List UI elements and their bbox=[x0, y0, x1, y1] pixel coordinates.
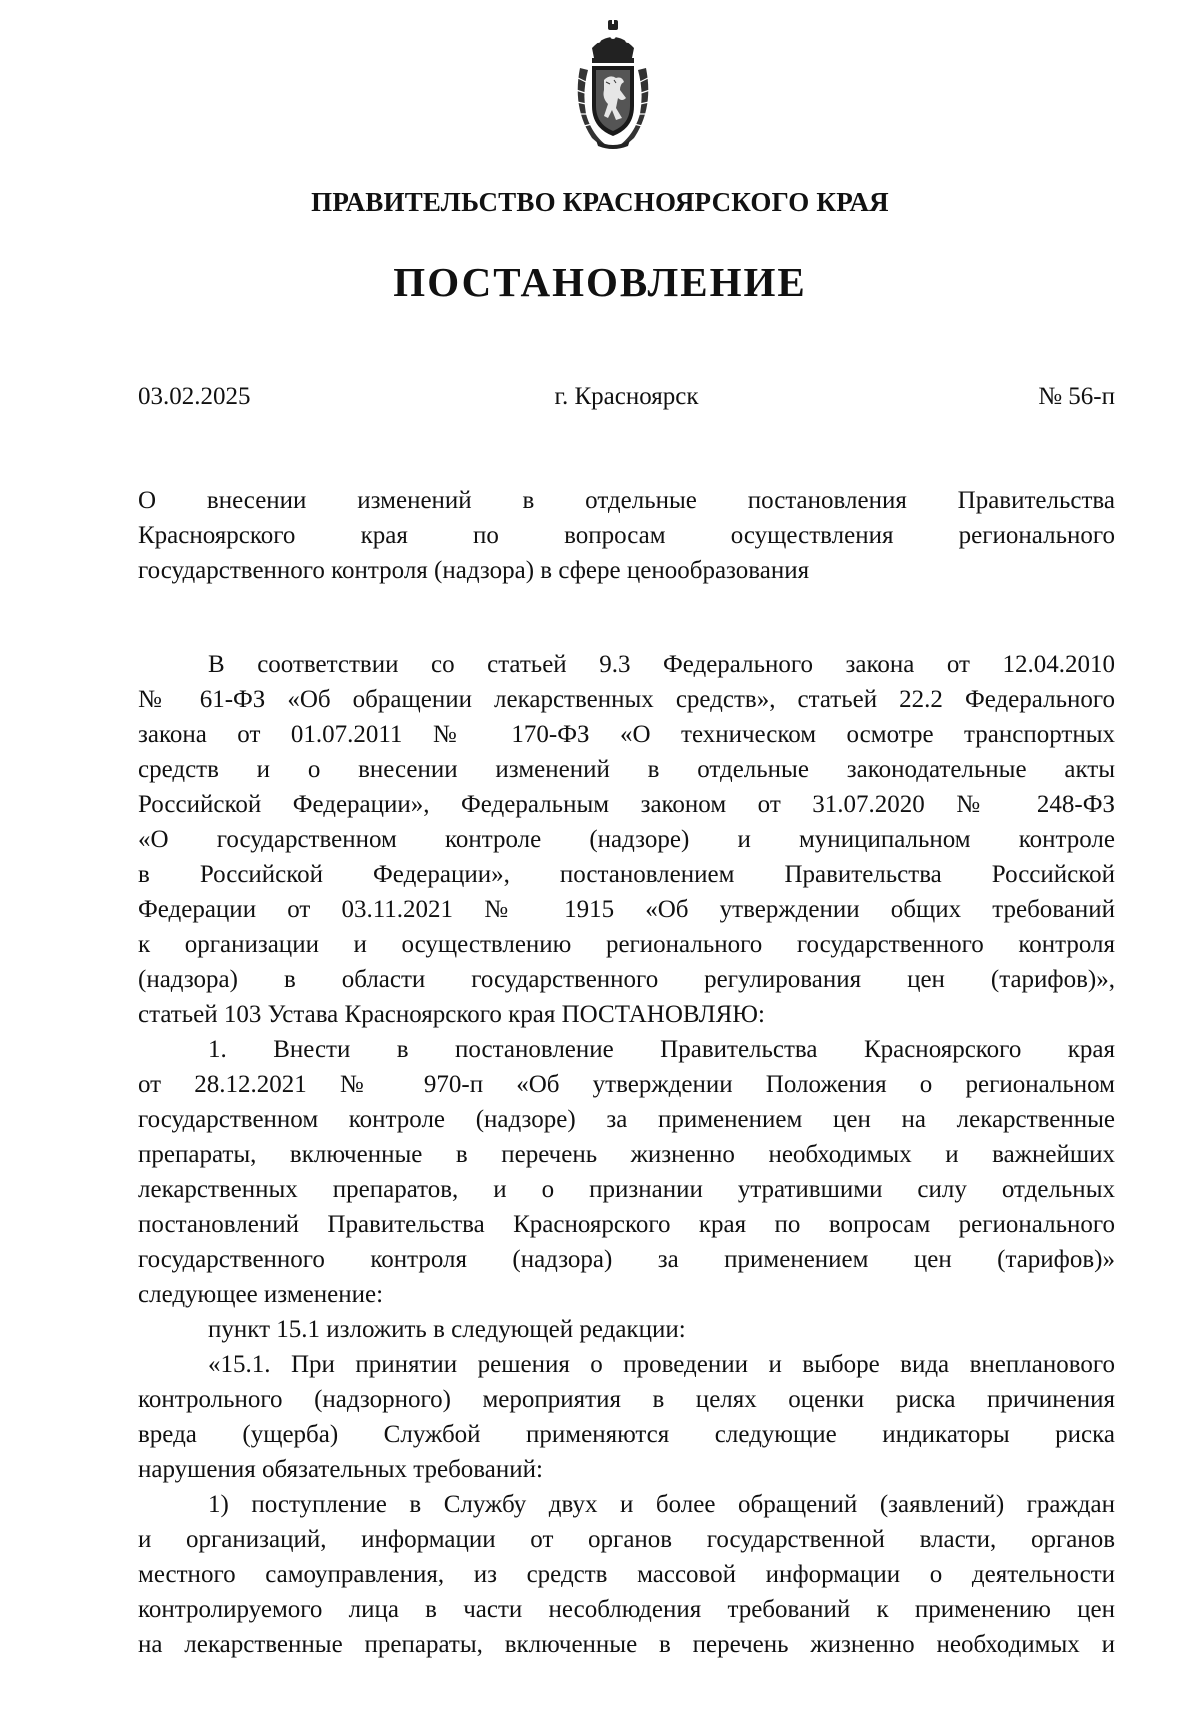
body-line: средств и о внесении изменений в отдельные законодательные акты bbox=[138, 756, 1115, 783]
body-line: 1. Внести в постановление Правительства Красноярского края bbox=[208, 1036, 1115, 1063]
document-body bbox=[138, 647, 1115, 1662]
body-line: Российской Федерации», Федеральным законом от 31.07.2020 № 248-ФЗ bbox=[138, 791, 1115, 818]
body-line: нарушения обязательных требований: bbox=[138, 1456, 543, 1483]
body-line: статьей 103 Устава Красноярского края ПОСТАНОВЛЯЮ: bbox=[138, 1001, 765, 1028]
coat-of-arms-emblem bbox=[570, 18, 656, 152]
document-date: 03.02.2025 bbox=[138, 383, 251, 410]
body-line: (надзора) в области государственного регулирования цен (тарифов)», bbox=[138, 966, 1115, 993]
body-line: препараты, включенные в перечень жизненно необходимых и важнейших bbox=[138, 1141, 1115, 1168]
body-line: лекарственных препаратов, и о признании утратившими силу отдельных bbox=[138, 1176, 1115, 1203]
body-line: «15.1. При принятии решения о проведении и выборе вида внепланового bbox=[208, 1351, 1115, 1378]
body-line: пункт 15.1 изложить в следующей редакции: bbox=[208, 1316, 686, 1343]
body-line: 1) поступление в Службу двух и более обращений (заявлений) граждан bbox=[208, 1491, 1115, 1518]
body-line: В соответствии со статьей 9.3 Федерального закона от 12.04.2010 bbox=[208, 651, 1115, 678]
body-line: и организаций, информации от органов государственной власти, органов bbox=[138, 1526, 1115, 1553]
body-line: закона от 01.07.2011 № 170-ФЗ «О техническом осмотре транспортных bbox=[138, 721, 1115, 748]
subject-line: О внесении изменений в отдельные постановления Правительства bbox=[138, 487, 1115, 514]
body-line: постановлений Правительства Красноярского края по вопросам регионального bbox=[138, 1211, 1115, 1238]
body-line: следующее изменение: bbox=[138, 1281, 384, 1308]
body-line: № 61-ФЗ «Об обращении лекарственных средств», статьей 22.2 Федерального bbox=[138, 686, 1115, 713]
body-line: вреда (ущерба) Службой применяются следующие индикаторы риска bbox=[138, 1421, 1115, 1448]
organization-name: ПРАВИТЕЛЬСТВО КРАСНОЯРСКОГО КРАЯ bbox=[311, 187, 889, 217]
body-line: контрольного (надзорного) мероприятия в целях оценки риска причинения bbox=[138, 1386, 1115, 1413]
document-city: г. Красноярск bbox=[554, 383, 699, 410]
document-type-title: ПОСТАНОВЛЕНИЕ bbox=[393, 259, 807, 305]
body-line: государственного контроля (надзора) за применением цен (тарифов)» bbox=[138, 1246, 1115, 1273]
body-line: от 28.12.2021 № 970-п «Об утверждении Положения о региональном bbox=[138, 1071, 1115, 1098]
body-line: местного самоуправления, из средств массовой информации о деятельности bbox=[138, 1561, 1115, 1588]
subject-line: Красноярского края по вопросам осуществления регионального bbox=[138, 522, 1115, 549]
body-line: государственном контроле (надзоре) за применением цен на лекарственные bbox=[138, 1106, 1115, 1133]
document-subject bbox=[138, 483, 1115, 588]
body-line: Федерации от 03.11.2021 № 1915 «Об утверждении общих требований bbox=[138, 896, 1115, 923]
body-line: на лекарственные препараты, включенные в перечень жизненно необходимых и bbox=[138, 1631, 1115, 1658]
document-number: № 56-п bbox=[1038, 383, 1115, 410]
body-line: в Российской Федерации», постановлением Правительства Российской bbox=[138, 861, 1115, 888]
document-meta-row bbox=[138, 383, 1115, 415]
body-line: к организации и осуществлению регионального государственного контроля bbox=[138, 931, 1115, 958]
subject-line: государственного контроля (надзора) в сфере ценообразования bbox=[138, 557, 810, 584]
body-line: контролируемого лица в части несоблюдения требований к применению цен bbox=[138, 1596, 1115, 1623]
body-line: «О государственном контроле (надзоре) и муниципальном контроле bbox=[138, 826, 1115, 853]
